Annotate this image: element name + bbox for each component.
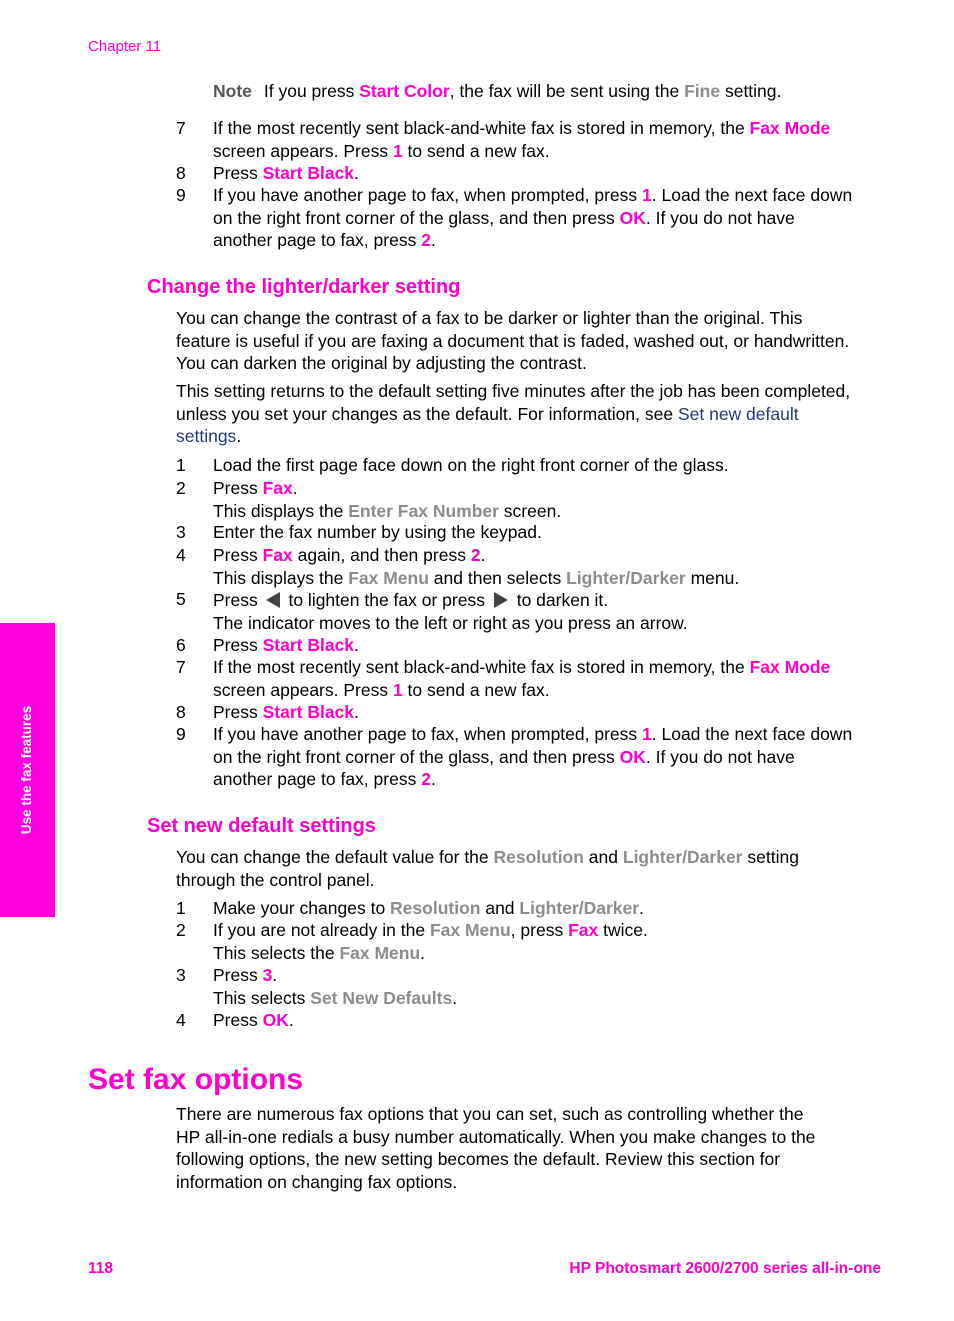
link-settings[interactable]: settings <box>176 426 237 446</box>
step-number: 4 <box>176 545 186 565</box>
step-text: Press Start Black. <box>213 702 359 722</box>
step-number: 9 <box>176 724 186 744</box>
step-text: Press Start Black. <box>213 635 359 655</box>
step-text: Press OK. <box>213 1010 294 1030</box>
step-text: Press Fax. This displays the Enter Fax Number screen. <box>213 478 562 521</box>
step-text: If you have another page to fax, when prompted, press 1. Load the next face down on the right front corner of the glass, and then press OK. If you do not have another page to fax, press 2. <box>213 724 853 789</box>
side-tab-label: Use the fax features <box>18 705 34 835</box>
step-number: 2 <box>176 920 186 940</box>
step-text: Press 3. This selects Set New Defaults. <box>213 965 458 1008</box>
step-number: 2 <box>176 478 186 498</box>
step-number: 8 <box>176 163 186 183</box>
step-text: If you are not already in the Fax Menu, press Fax twice. This selects the Fax Menu. <box>213 920 648 963</box>
product-name: HP Photosmart 2600/2700 series all-in-one <box>569 1260 881 1277</box>
chapter-label: Chapter 11 <box>88 38 162 55</box>
step-number: 3 <box>176 965 186 985</box>
paragraph: You can change the default value for the Resolution and Lighter/Darker setting through the control panel. <box>176 847 799 890</box>
section-heading: Change the lighter/darker setting <box>147 276 461 298</box>
link-set-new-defaults[interactable]: Set new default <box>677 403 799 424</box>
step-text: If you have another page to fax, when prompted, press 1. Load the next face down on the right front corner of the glass, and then press OK. If you do not have another page to fax, press 2. <box>213 185 853 250</box>
step-number: 8 <box>176 702 186 722</box>
step-text: Press to lighten the fax or press to darken it. The indicator moves to the left or right as you press an arrow. <box>213 590 688 633</box>
page-number: 118 <box>88 1260 114 1277</box>
paragraph: This setting returns to the default setting five minutes after the job has been completed, unless you set your changes as the default. For information, see Set new default settings. <box>176 381 851 446</box>
step-text: If the most recently sent black-and-white fax is stored in memory, the Fax Mode screen appears. Press 1 to send a new fax. <box>213 118 831 161</box>
note-label: Note <box>213 81 252 101</box>
step-number: 1 <box>176 455 186 475</box>
step-number: 9 <box>176 185 186 205</box>
step-text: Press Start Black. <box>213 163 359 183</box>
note: Note If you press Start Color, the fax will be sent using the Fine setting. <box>213 81 782 101</box>
step-number: 5 <box>176 589 186 609</box>
step-number: 4 <box>176 1010 186 1030</box>
paragraph: You can change the contrast of a fax to be darker or lighter than the original. This feature is useful if you are faxing a document that is faded, washed out, or handwritten. You can darken the original by adjusting the contrast. <box>176 308 850 373</box>
right-arrow-icon <box>494 592 508 608</box>
step-number: 6 <box>176 635 186 655</box>
step-number: 7 <box>176 657 186 677</box>
step-number: 7 <box>176 118 186 138</box>
step-number: 1 <box>176 898 186 918</box>
step-number: 3 <box>176 522 186 542</box>
section-heading: Set new default settings <box>147 815 376 837</box>
side-tab <box>0 623 55 917</box>
step-text: Press Fax again, and then press 2. This displays the Fax Menu and then selects Lighter/Darker menu. <box>213 545 740 588</box>
page-heading: Set fax options <box>88 1063 304 1096</box>
paragraph: There are numerous fax options that you can set, such as controlling whether the HP all-in-one redials a busy number automatically. When you make changes to the following options, the new setting becomes the default. Review this section for information on changing fax options. <box>176 1104 816 1192</box>
step-text: Load the first page face down on the right front corner of the glass. <box>213 455 729 475</box>
step-text: Enter the fax number by using the keypad. <box>213 522 542 542</box>
step-text: If the most recently sent black-and-white fax is stored in memory, the Fax Mode screen appears. Press 1 to send a new fax. <box>213 657 831 700</box>
step-text: Make your changes to Resolution and Lighter/Darker. <box>213 898 644 918</box>
left-arrow-icon <box>266 592 280 608</box>
